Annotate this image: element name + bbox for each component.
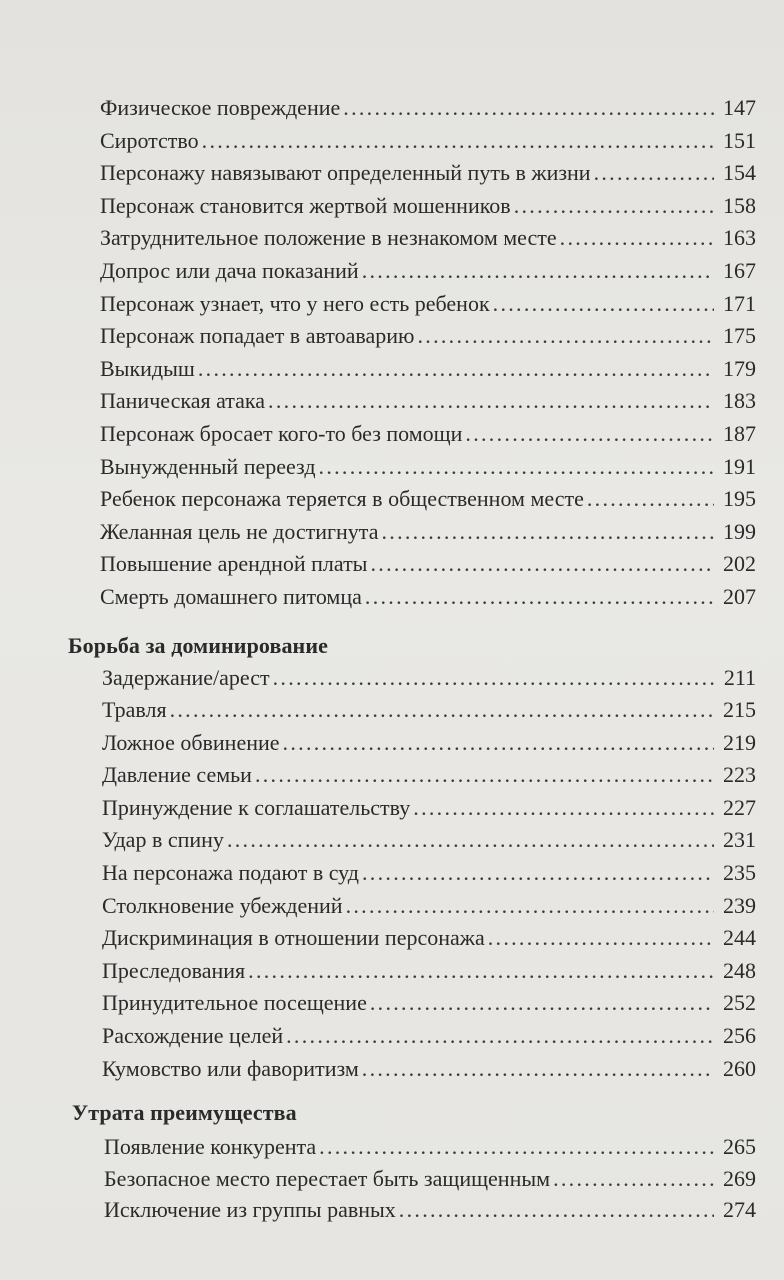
toc-entry: [102, 792, 756, 825]
dot-leader: [319, 451, 714, 483]
entry-title: Повышение арендной платы: [100, 551, 368, 577]
entry-title: Исключение из группы равных: [104, 1197, 396, 1223]
entry-title: Персонаж узнает, что у него есть ребенок: [100, 290, 490, 316]
dot-leader: [198, 353, 714, 385]
entry-page-number: 199: [723, 518, 756, 544]
table-of-contents: [0, 92, 784, 1226]
toc-entry: [104, 1163, 756, 1195]
dot-leader: [346, 890, 714, 922]
dot-leader: [273, 662, 714, 694]
entry-page-number: 248: [723, 957, 756, 983]
toc-entry: [100, 516, 756, 549]
toc-entry: [102, 662, 756, 695]
entry-page-number: 227: [723, 794, 756, 820]
entry-page-number: 260: [723, 1055, 756, 1081]
section-heading: Борьба за доминирование: [68, 632, 328, 658]
entry-title: Сиротство: [100, 127, 199, 153]
toc-entry: [100, 418, 756, 451]
entry-page-number: 231: [723, 827, 756, 853]
entry-page-number: 265: [723, 1134, 756, 1160]
entry-title: Столкновение убеждений: [102, 892, 343, 918]
entry-page-number: 191: [723, 453, 756, 479]
entry-title: Паническая атака: [100, 388, 266, 414]
entry-title: Затруднительное положение в незнакомом месте: [100, 225, 557, 251]
toc-entries: [102, 662, 756, 1086]
entry-title: Персонаж бросает кого-то без помощи: [100, 420, 463, 446]
entry-page-number: 154: [723, 160, 756, 186]
dot-leader: [488, 922, 714, 954]
entry-title: Безопасное место перестает быть защищенным: [104, 1165, 551, 1191]
toc-entry: [100, 255, 756, 288]
toc-entry: [102, 955, 756, 988]
toc-entry: [102, 987, 756, 1020]
entry-page-number: 151: [723, 127, 756, 153]
dot-leader: [286, 1020, 714, 1052]
toc-entry: [100, 125, 756, 158]
entry-title: На персонажа подают в суд: [102, 860, 359, 886]
toc-entry: [100, 288, 756, 321]
entry-title: Давление семьи: [102, 762, 252, 788]
toc-section-advantage-loss: [0, 1097, 784, 1226]
entry-page-number: 163: [723, 225, 756, 251]
toc-entries: [100, 92, 756, 614]
toc-section-dominance: [0, 630, 784, 1086]
dot-leader: [413, 792, 714, 824]
entry-page-number: 269: [723, 1165, 756, 1191]
toc-entry: [102, 759, 756, 792]
dot-leader: [365, 581, 714, 613]
toc-entry: [100, 548, 756, 581]
entry-page-number: 207: [723, 583, 756, 609]
toc-entry: [100, 190, 756, 223]
entry-title: Кумовство или фаворитизм: [102, 1055, 359, 1081]
toc-entry: [100, 222, 756, 255]
toc-entry: [102, 1020, 756, 1053]
toc-entry: [100, 92, 756, 125]
entry-title: Удар в спину: [102, 827, 224, 853]
dot-leader: [268, 385, 714, 417]
toc-entry: [100, 320, 756, 353]
dot-leader: [170, 694, 714, 726]
toc-entries: [104, 1131, 756, 1226]
toc-entry: [100, 157, 756, 190]
dot-leader: [343, 92, 714, 124]
entry-page-number: 171: [723, 290, 756, 316]
entry-title: Персонаж попадает в автоаварию: [100, 323, 415, 349]
dot-leader: [362, 857, 714, 889]
entry-title: Смерть домашнего питомца: [100, 583, 362, 609]
entry-page-number: 244: [723, 925, 756, 951]
entry-title: Ребенок персонажа теряется в общественном месте: [100, 486, 584, 512]
toc-entry: [104, 1131, 756, 1163]
toc-section-continued: [100, 92, 756, 614]
entry-title: Выкидыш: [100, 355, 195, 381]
entry-title: Вынужденный переезд: [100, 453, 316, 479]
entry-title: Персонаж становится жертвой мошенников: [100, 192, 511, 218]
dot-leader: [227, 824, 714, 856]
toc-entry: [102, 922, 756, 955]
toc-entry: [102, 890, 756, 923]
entry-page-number: 158: [723, 192, 756, 218]
entry-page-number: 147: [723, 95, 756, 120]
entry-page-number: 179: [723, 355, 756, 381]
dot-leader: [248, 955, 714, 987]
entry-title: Желанная цель не достигнута: [100, 518, 379, 544]
toc-entry: [100, 385, 756, 418]
entry-page-number: 256: [723, 1023, 756, 1049]
toc-entry: [102, 857, 756, 890]
entry-title: Персонажу навязывают определенный путь в жизни: [100, 160, 591, 186]
entry-title: Расхождение целей: [102, 1023, 284, 1049]
entry-title: Ложное обвинение: [102, 729, 280, 755]
entry-title: Преследования: [102, 957, 246, 983]
entry-page-number: 239: [723, 892, 756, 918]
toc-entry: [100, 353, 756, 386]
toc-entry: [104, 1194, 756, 1226]
entry-page-number: 223: [723, 762, 756, 788]
entry-title: Задержание/арест: [102, 664, 270, 690]
dot-leader: [560, 222, 714, 254]
entry-title: Допрос или дача показаний: [100, 257, 359, 283]
dot-leader: [594, 157, 714, 189]
dot-leader: [381, 516, 714, 548]
dot-leader: [202, 125, 714, 157]
dot-leader: [370, 987, 714, 1019]
entry-title: Физическое повреждение: [100, 95, 341, 120]
dot-leader: [255, 759, 714, 791]
dot-leader: [362, 1053, 714, 1085]
dot-leader: [587, 483, 714, 515]
entry-page-number: 175: [723, 323, 756, 349]
toc-entry: [100, 483, 756, 516]
dot-leader: [370, 548, 714, 580]
dot-leader: [362, 255, 714, 287]
entry-title: Появление конкурента: [104, 1134, 317, 1160]
section-heading: Утрата преимущества: [72, 1100, 297, 1126]
entry-page-number: 202: [723, 551, 756, 577]
toc-entry: [100, 451, 756, 484]
entry-page-number: 252: [723, 990, 756, 1016]
entry-page-number: 211: [723, 664, 756, 690]
entry-page-number: 215: [723, 697, 756, 723]
toc-entry: [100, 581, 756, 614]
dot-leader: [417, 320, 714, 352]
dot-leader: [465, 418, 714, 450]
toc-entry: [102, 727, 756, 760]
entry-page-number: 235: [723, 860, 756, 886]
entry-page-number: 195: [723, 486, 756, 512]
entry-title: Принуждение к соглашательству: [102, 794, 411, 820]
dot-leader: [553, 1163, 714, 1195]
entry-page-number: 167: [723, 257, 756, 283]
entry-page-number: 183: [723, 388, 756, 414]
entry-title: Дискриминация в отношении персонажа: [102, 925, 485, 951]
entry-title: Принудительное посещение: [102, 990, 367, 1016]
toc-entry: [102, 824, 756, 857]
dot-leader: [493, 288, 714, 320]
dot-leader: [319, 1131, 714, 1163]
entry-title: Травля: [102, 697, 167, 723]
entry-page-number: 219: [723, 729, 756, 755]
dot-leader: [514, 190, 714, 222]
entry-page-number: 187: [723, 420, 756, 446]
entry-page-number: 274: [723, 1197, 756, 1223]
toc-entry: [102, 694, 756, 727]
dot-leader: [283, 727, 714, 759]
toc-entry: [102, 1053, 756, 1086]
dot-leader: [399, 1194, 714, 1226]
